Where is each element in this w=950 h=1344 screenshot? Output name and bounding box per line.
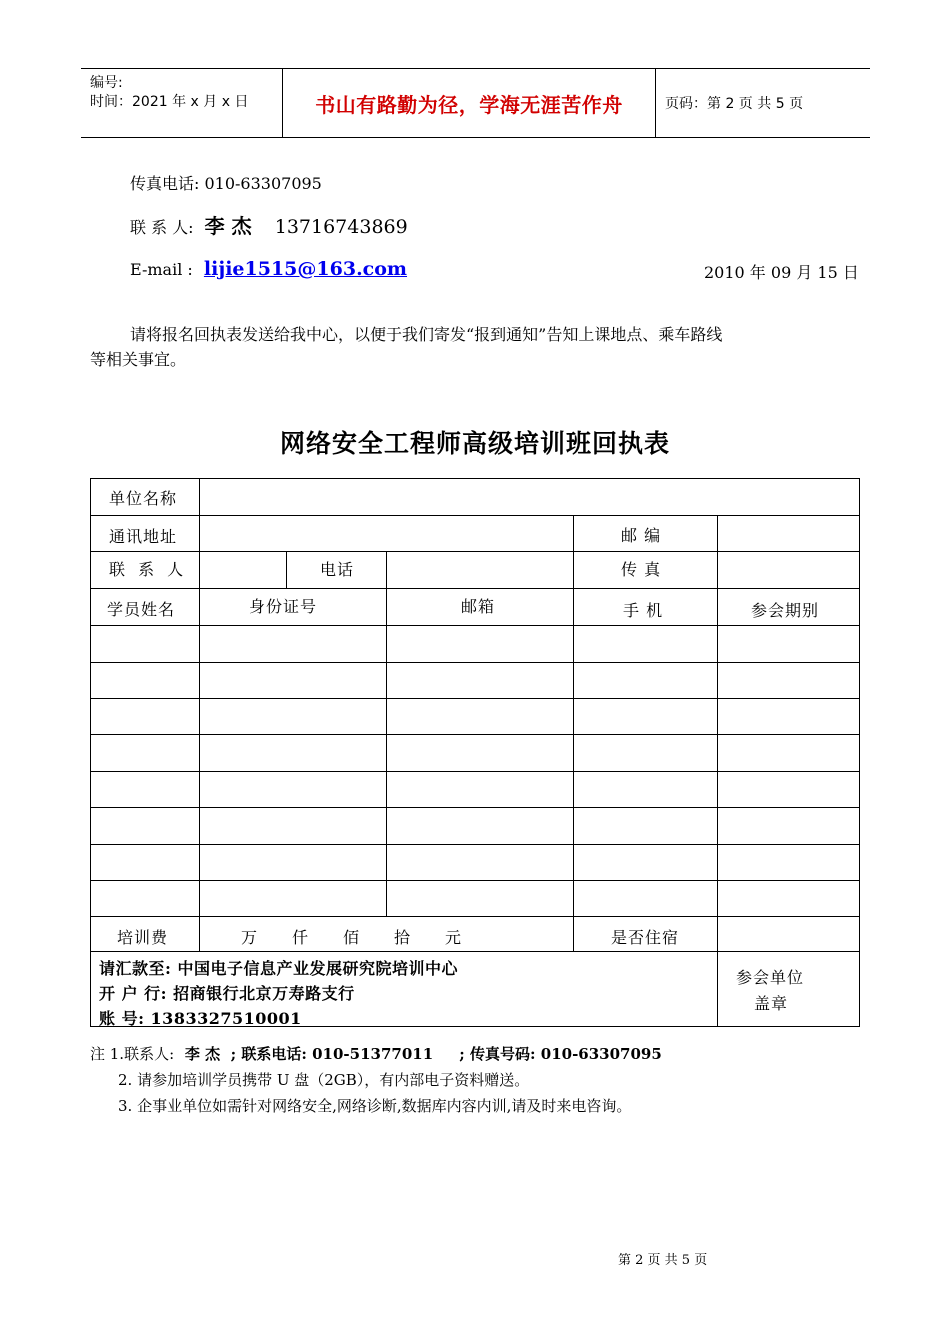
org-name-field[interactable] (201, 481, 857, 513)
serial-label: 编号: (90, 75, 123, 91)
col-divider (573, 515, 574, 951)
phone-field[interactable] (388, 553, 572, 586)
lodging-label: 是否住宿 (611, 928, 680, 947)
row-divider (91, 551, 859, 552)
stamp-label-2: 盖章 (754, 994, 789, 1013)
col-header-email: 邮箱 (461, 597, 496, 616)
fax-line: 传真电话: 010-63307095 (130, 174, 322, 193)
row-divider (91, 734, 859, 735)
row-divider (91, 880, 859, 881)
row-divider (91, 771, 859, 772)
stamp-label-1: 参会单位 (736, 968, 805, 987)
contact-person-name: 李 杰 (204, 214, 252, 238)
row-divider (91, 916, 859, 917)
letter-date: 2010 年 09 月 15 日 (704, 263, 859, 282)
row-divider (91, 698, 859, 699)
remit-line: 请汇款至: 中国电子信息产业发展研究院培训中心 (99, 959, 458, 978)
fee-units: 万 仟 佰 拾 元 (241, 928, 463, 947)
contact-person-label: 联 系 人: (130, 218, 194, 237)
col-header-session: 参会期别 (751, 601, 820, 620)
col-divider (717, 515, 718, 1026)
col-divider (386, 551, 387, 916)
address-label: 通讯地址 (109, 527, 178, 546)
motto: 书山有路勤为径，学海无涯苦作舟 (315, 92, 623, 117)
note-1-prefix: 注 1.联系人: (90, 1045, 175, 1063)
row-divider (91, 844, 859, 845)
email-row (130, 258, 407, 280)
registration-form (90, 478, 860, 1027)
row-divider (91, 625, 859, 626)
header-meta (81, 69, 283, 137)
page-header (81, 68, 870, 138)
row-divider (91, 807, 859, 808)
header-page-cell (656, 69, 870, 137)
contact-label: 联 系 人 (109, 560, 188, 579)
instruction-line-2: 等相关事宜。 (90, 350, 187, 369)
lodging-field[interactable] (719, 918, 857, 949)
account-line: 账 号: 1383327510001 (99, 1009, 302, 1028)
col-header-id: 身份证号 (249, 597, 318, 616)
contact-person-row (130, 210, 408, 239)
postcode-field[interactable] (719, 517, 857, 549)
org-name-label: 单位名称 (109, 489, 178, 508)
row-divider (91, 662, 859, 663)
col-divider (286, 551, 287, 588)
email-link[interactable]: lijie1515@163.com (203, 258, 408, 280)
fax-label: 传 真 (621, 560, 662, 579)
contact-field[interactable] (201, 553, 285, 586)
instruction-line-1: 请将报名回执表发送给我中心，以便于我们寄发“报到通知”告知上课地点、乘车路线 (130, 325, 723, 344)
header-motto-cell (283, 69, 656, 137)
form-title: 网络安全工程师高级培训班回执表 (279, 429, 670, 458)
row-divider (91, 588, 859, 589)
note-3: 3. 企事业单位如需针对网络安全,网络诊断,数据库内容内训,请及时来电咨询。 (118, 1097, 632, 1115)
footer-page: 第 2 页 共 5 页 (618, 1253, 708, 1268)
col-header-mobile: 手 机 (623, 601, 664, 620)
email-label: E-mail : (130, 260, 193, 279)
fee-label: 培训费 (117, 928, 169, 947)
fax-field[interactable] (719, 553, 857, 586)
phone-label: 电话 (320, 560, 355, 579)
page-info: 页码：第 2 页 共 5 页 (665, 96, 804, 112)
note-1 (90, 1043, 662, 1064)
note-2: 2. 请参加培训学员携带 U 盘（2GB），有内部电子资料赠送。 (118, 1071, 530, 1089)
date-line: 时间：2021 年 x 月 x 日 (90, 94, 249, 110)
bank-line: 开 户 行: 招商银行北京万寿路支行 (99, 984, 355, 1003)
col-header-name: 学员姓名 (107, 600, 176, 619)
contact-person-phone: 13716743869 (274, 216, 408, 238)
address-field[interactable] (201, 517, 571, 549)
row-divider (91, 515, 859, 516)
note-1-rest: 李 杰 ; 联系电话: 010-51377011 ; 传真号码: 010-63307095 (184, 1045, 662, 1063)
col-divider (199, 479, 200, 951)
row-divider (91, 951, 859, 952)
postcode-label: 邮 编 (621, 526, 662, 545)
